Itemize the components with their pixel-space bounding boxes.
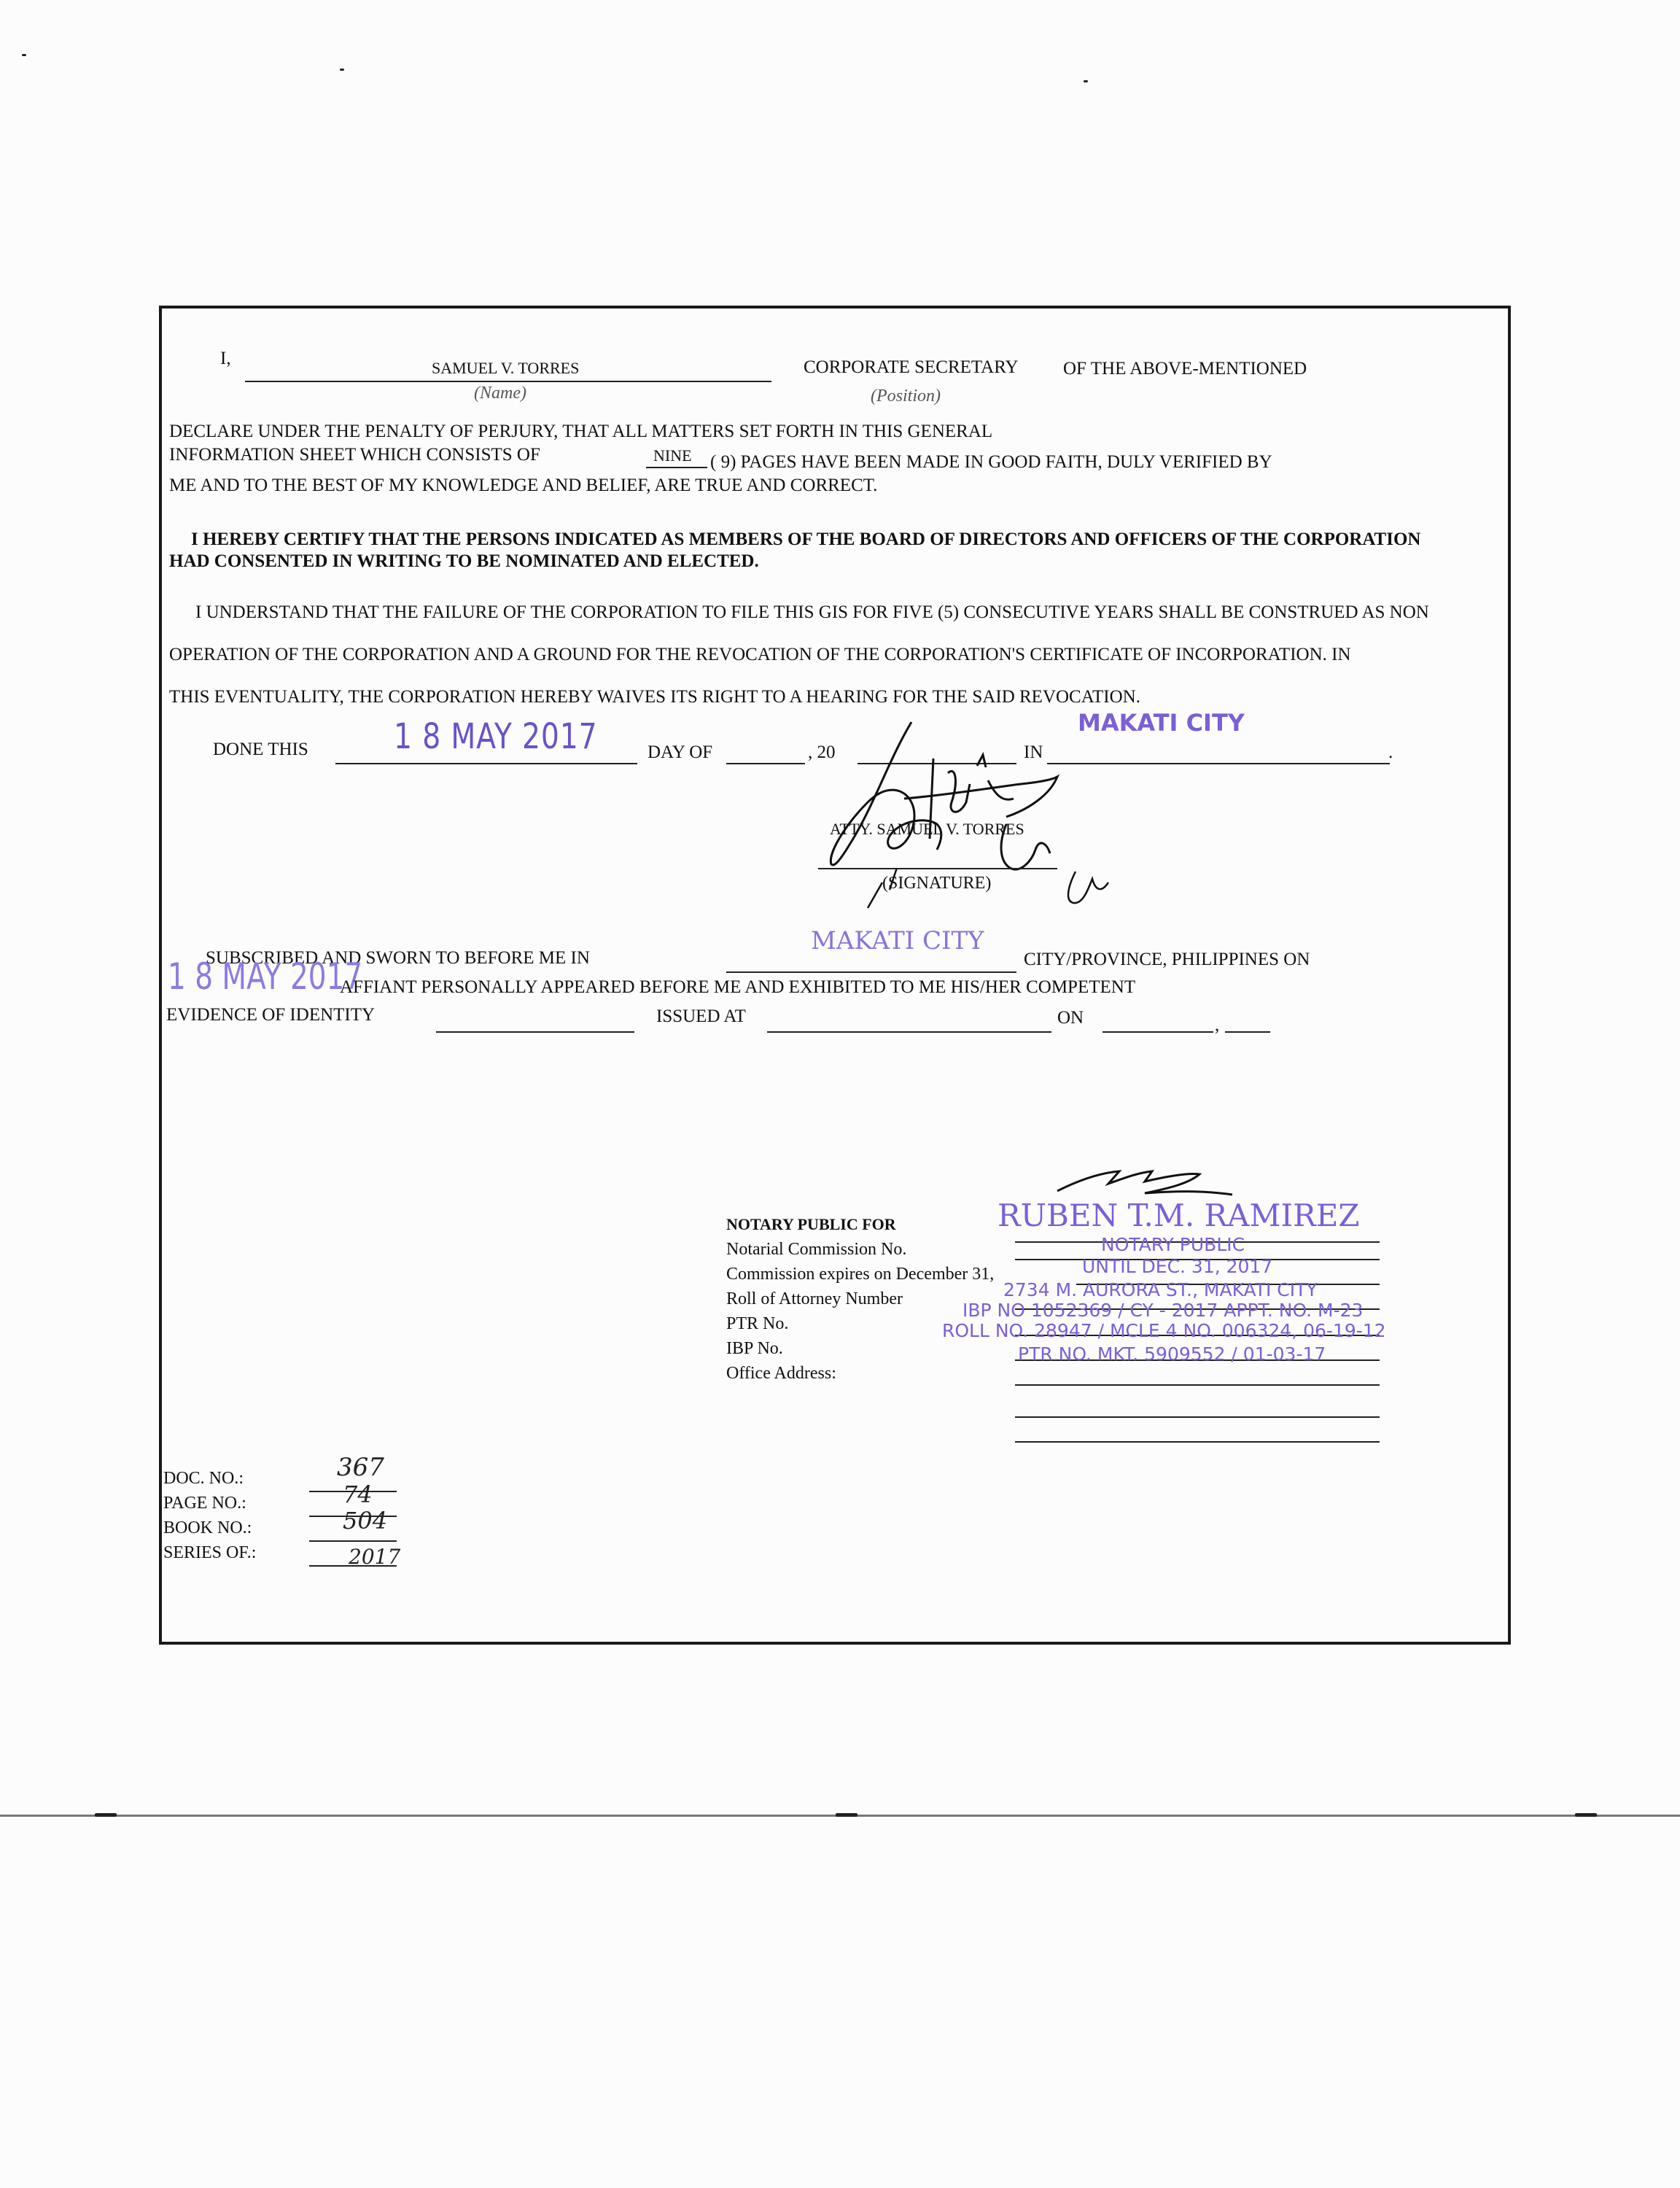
done-date-line	[335, 763, 637, 764]
notary-stamp-line: 2734 M. AURORA ST., MAKATI CITY	[1003, 1279, 1318, 1300]
position-caption: (Position)	[871, 387, 941, 406]
notary-stamp-line: UNTIL DEC. 31, 2017	[1082, 1256, 1273, 1277]
pages-word: NINE	[653, 446, 692, 465]
issued-at-line	[767, 1031, 1051, 1033]
on-label: ON	[1057, 1008, 1084, 1028]
page-no-value: 74	[343, 1481, 373, 1508]
notary-stamp-line: IBP NO 1052369 / CY - 2017 APPT. NO. M-23	[962, 1300, 1364, 1321]
signature-caption: (SIGNATURE)	[882, 874, 992, 893]
comma-20-label: , 20	[808, 742, 836, 762]
city-stamp: MAKATI CITY	[1078, 709, 1245, 737]
certify-bold-line-2: HAD CONSENTED IN WRITING TO BE NOMINATED AND ELECTED.	[169, 551, 759, 571]
doc-no-value: 367	[337, 1453, 384, 1482]
notary-stamp-line: ROLL NO. 28947 / MCLE 4 NO. 006324, 06-19-12	[942, 1320, 1386, 1341]
jurat-city-stamp: MAKATI CITY	[811, 926, 984, 955]
day-of-line	[726, 763, 805, 764]
jurat-date-stamp: 1 8 MAY 2017	[168, 955, 363, 998]
position-value: CORPORATE SECRETARY	[804, 357, 1019, 377]
notary-label-5: PTR No.	[726, 1314, 789, 1333]
city-province-text: CITY/PROVINCE, PHILIPPINES ON	[1024, 950, 1310, 969]
notary-line	[1015, 1416, 1380, 1418]
understand-line-2: OPERATION OF THE CORPORATION AND A GROUND FOR THE REVOCATION OF THE CORPORATION'S CERTIFICATE OF INCORPORATION. IN	[169, 645, 1351, 664]
registry-line	[309, 1540, 397, 1542]
on-comma: ,	[1215, 1015, 1220, 1035]
pages-line	[646, 467, 707, 468]
subscribed-text: SUBSCRIBED AND SWORN TO BEFORE ME IN	[206, 948, 590, 968]
notary-label-1: NOTARY PUBLIC FOR	[726, 1215, 896, 1233]
scan-speck	[1084, 80, 1088, 82]
in-label: IN	[1024, 742, 1043, 762]
certify-bold-line-1: I HEREBY CERTIFY THAT THE PERSONS INDICATED AS MEMBERS OF THE BOARD OF DIRECTORS AND OFFICERS OF THE CORPORATION	[191, 529, 1421, 549]
declare-line-2a: INFORMATION SHEET WHICH CONSISTS OF	[169, 445, 540, 465]
understand-line-3: THIS EVENTUALITY, THE CORPORATION HEREBY WAIVES ITS RIGHT TO A HEARING FOR THE SAID REVOCATION.	[169, 687, 1140, 707]
notary-stamp-line: NOTARY PUBLIC	[1101, 1234, 1245, 1255]
evidence-line	[436, 1031, 634, 1033]
period-mark: .	[1388, 742, 1393, 762]
notary-label-2: Notarial Commission No.	[726, 1240, 907, 1259]
on-line	[1102, 1031, 1213, 1033]
page-no-label: PAGE NO.:	[163, 1494, 246, 1513]
pronoun-label: I,	[220, 349, 231, 368]
book-no-value: 504	[343, 1507, 388, 1535]
jurat-city-line	[726, 971, 1016, 973]
notary-label-4: Roll of Attorney Number	[726, 1289, 903, 1308]
declare-line-1: DECLARE UNDER THE PENALTY OF PERJURY, THAT ALL MATTERS SET FORTH IN THIS GENERAL	[169, 422, 993, 441]
notary-stamp-name: RUBEN T.M. RAMIREZ	[998, 1198, 1360, 1233]
scan-speck	[1575, 1813, 1597, 1817]
secretary-name: SAMUEL V. TORRES	[432, 359, 580, 377]
declare-line-2b: ( 9) PAGES HAVE BEEN MADE IN GOOD FAITH, DULY VERIFIED BY	[710, 452, 1272, 472]
notary-label-3: Commission expires on December 31,	[726, 1265, 995, 1284]
notary-line	[1015, 1384, 1380, 1386]
series-of-label: SERIES OF.:	[163, 1543, 257, 1562]
notary-label-7: Office Address:	[726, 1364, 836, 1383]
scan-speck	[340, 69, 344, 71]
on-year-line	[1225, 1031, 1270, 1033]
signature-line	[818, 868, 1057, 869]
done-date-stamp: 1 8 MAY 2017	[394, 716, 598, 757]
issued-at-label: ISSUED AT	[656, 1006, 746, 1026]
understand-line-1: I UNDERSTAND THAT THE FAILURE OF THE CORPORATION TO FILE THIS GIS FOR FIVE (5) CONSECUTIVE YEARS SHALL BE CONSTRUED AS NON	[195, 602, 1429, 622]
scan-speck	[22, 54, 26, 56]
book-no-label: BOOK NO.:	[163, 1518, 252, 1537]
doc-no-label: DOC. NO.:	[163, 1469, 244, 1488]
scan-speck	[95, 1813, 117, 1817]
name-caption: (Name)	[474, 384, 526, 403]
signatory-name: ATTY. SAMUEL V. TORRES	[830, 820, 1024, 838]
name-line	[245, 381, 771, 382]
evidence-label: EVIDENCE OF IDENTITY	[166, 1005, 376, 1025]
of-above-text: OF THE ABOVE-MENTIONED	[1063, 359, 1307, 379]
done-this-label: DONE THIS	[213, 740, 308, 759]
notary-label-6: IBP No.	[726, 1339, 783, 1358]
series-of-value: 2017	[349, 1545, 401, 1569]
notary-line	[1015, 1441, 1380, 1443]
day-of-label: DAY OF	[648, 742, 713, 762]
scan-speck	[836, 1813, 858, 1817]
affiant-text: AFFIANT PERSONALLY APPEARED BEFORE ME AND EXHIBITED TO ME HIS/HER COMPETENT	[340, 977, 1136, 997]
notary-stamp-line: PTR NO. MKT. 5909552 / 01-03-17	[1018, 1343, 1326, 1365]
declare-line-3: ME AND TO THE BEST OF MY KNOWLEDGE AND BELIEF, ARE TRUE AND CORRECT.	[169, 476, 878, 495]
